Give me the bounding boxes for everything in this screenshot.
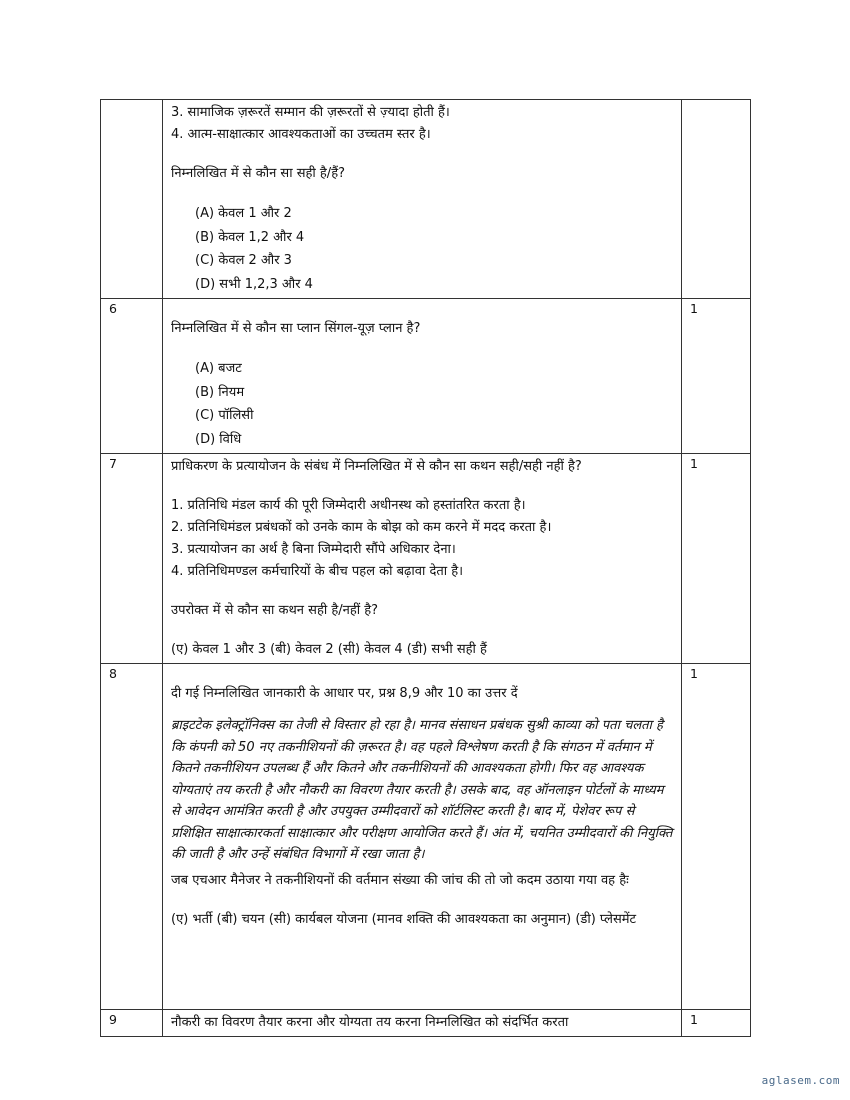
statement-line: 4. प्रतिनिधिमण्डल कर्मचारियों के बीच पहल को बढ़ावा देता है। [171, 564, 464, 579]
option-b: (B) नियम [195, 384, 245, 400]
question-prompt: उपरोक्त में से कौन सा कथन सही है/नहीं है? [171, 603, 379, 618]
statement-line: 4. आत्म-साक्षात्कार आवश्यकताओं का उच्चतम स्तर है। [171, 127, 431, 142]
question-row-8 [101, 664, 751, 1010]
question-body-9 [163, 1010, 682, 1037]
question-body-7 [163, 454, 682, 664]
question-row-9 [101, 1010, 751, 1037]
option-c: (C) केवल 2 और 3 [195, 253, 292, 268]
question-text: निम्नलिखित में से कौन सा प्लान सिंगल-यूज़ प्लान है? [171, 321, 421, 336]
option-d: (D) सभी 1,2,3 और 4 [195, 276, 313, 292]
marks: 1 [682, 1010, 751, 1037]
case-passage: ब्राइटटेक इलेक्ट्रॉनिक्स का तेजी से विस्तार हो रहा है। मानव संसाधन प्रबंधक सुश्री काव्या को पता चलता है कि कंपनी को 50 नए तकनीशियनों की ज़रूरत है। वह पहले विश्लेषण करती है कि संगठन में वर्तमान में कितने तकनीशियन उपलब्ध हैं और कितने और तकनीशियनों की आवश्यकता होगी। फिर वह आवश्यक योग्यताएं तय करती है और नौकरी का विवरण तैयार करती है। उसके बाद, वह ऑनलाइन पोर्टलों के माध्यम से आवेदन आमंत्रित करती है और उपयुक्त उम्मीदवारों को शॉर्टलिस्ट करती है। बाद में, पेशेवर रूप से प्रशिक्षित साक्षात्कारकर्ता साक्षात्कार और परीक्षण आयोजित करते हैं। अंत में, चयनित उम्मीदवारों की नियुक्ति की जाती है और उन्हें संबंधित विभागों में रखा जाता है। [171, 718, 673, 862]
question-text: प्राधिकरण के प्रत्यायोजन के संबंध में निम्नलिखित में से कौन सा कथन सही/सही नहीं है? [171, 459, 582, 474]
question-row-6 [101, 299, 751, 454]
marks: 1 [682, 664, 751, 1010]
question-body-8 [163, 664, 682, 1010]
question-number-cell [101, 100, 163, 299]
question-number: 6 [101, 299, 163, 454]
marks: 1 [682, 454, 751, 664]
option-a: (A) केवल 1 और 2 [195, 206, 292, 221]
marks: 1 [682, 299, 751, 454]
option-c: (C) पॉलिसी [195, 408, 254, 423]
options-list [171, 202, 675, 296]
option-b: (B) केवल 1,2 और 4 [195, 229, 305, 245]
statement-line: 1. प्रतिनिधि मंडल कार्य की पूरी जिम्मेदारी अधीनस्थ को हस्तांतरित करता है। [171, 498, 526, 513]
question-body-5 [163, 100, 682, 299]
question-prompt: निम्नलिखित में से कौन सा सही है/हैं? [171, 166, 345, 181]
question-number: 7 [101, 454, 163, 664]
question-body-6 [163, 299, 682, 454]
marks-cell [682, 100, 751, 299]
question-text: नौकरी का विवरण तैयार करना और योग्यता तय करना निम्नलिखित को संदर्भित करता [171, 1015, 569, 1030]
question-number: 9 [101, 1010, 163, 1037]
question-table [100, 99, 751, 1037]
statement-line: 2. प्रतिनिधिमंडल प्रबंधकों को उनके काम के बोझ को कम करने में मदद करता है। [171, 520, 552, 535]
option-a: (A) बजट [195, 361, 242, 376]
options-inline: (ए) भर्ती (बी) चयन (सी) कार्यबल योजना (मानव शक्ति की आवश्यकता का अनुमान) (डी) प्लेसमेंट [171, 911, 637, 927]
statement-line: 3. प्रत्यायोजन का अर्थ है बिना जिम्मेदारी सौंपे अधिकार देना। [171, 542, 456, 557]
question-text: जब एचआर मैनेजर ने तकनीशियनों की वर्तमान संख्या की जांच की तो जो कदम उठाया गया वह हैः [171, 872, 629, 888]
question-row-7 [101, 454, 751, 664]
question-number: 8 [101, 664, 163, 1010]
question-row-5-continued [101, 100, 751, 299]
case-intro: दी गई निम्नलिखित जानकारी के आधार पर, प्रश्न 8,9 और 10 का उत्तर दें [171, 686, 518, 701]
statement-line: 3. सामाजिक ज़रूरतें सम्मान की ज़रूरतों से ज़्यादा होती हैं। [171, 105, 450, 120]
watermark-site: aglasem.com [761, 1074, 840, 1087]
options-list [171, 357, 675, 451]
option-d: (D) विधि [195, 431, 242, 447]
options-inline: (ए) केवल 1 और 3 (बी) केवल 2 (सी) केवल 4 (डी) सभी सही हैं [171, 642, 487, 657]
